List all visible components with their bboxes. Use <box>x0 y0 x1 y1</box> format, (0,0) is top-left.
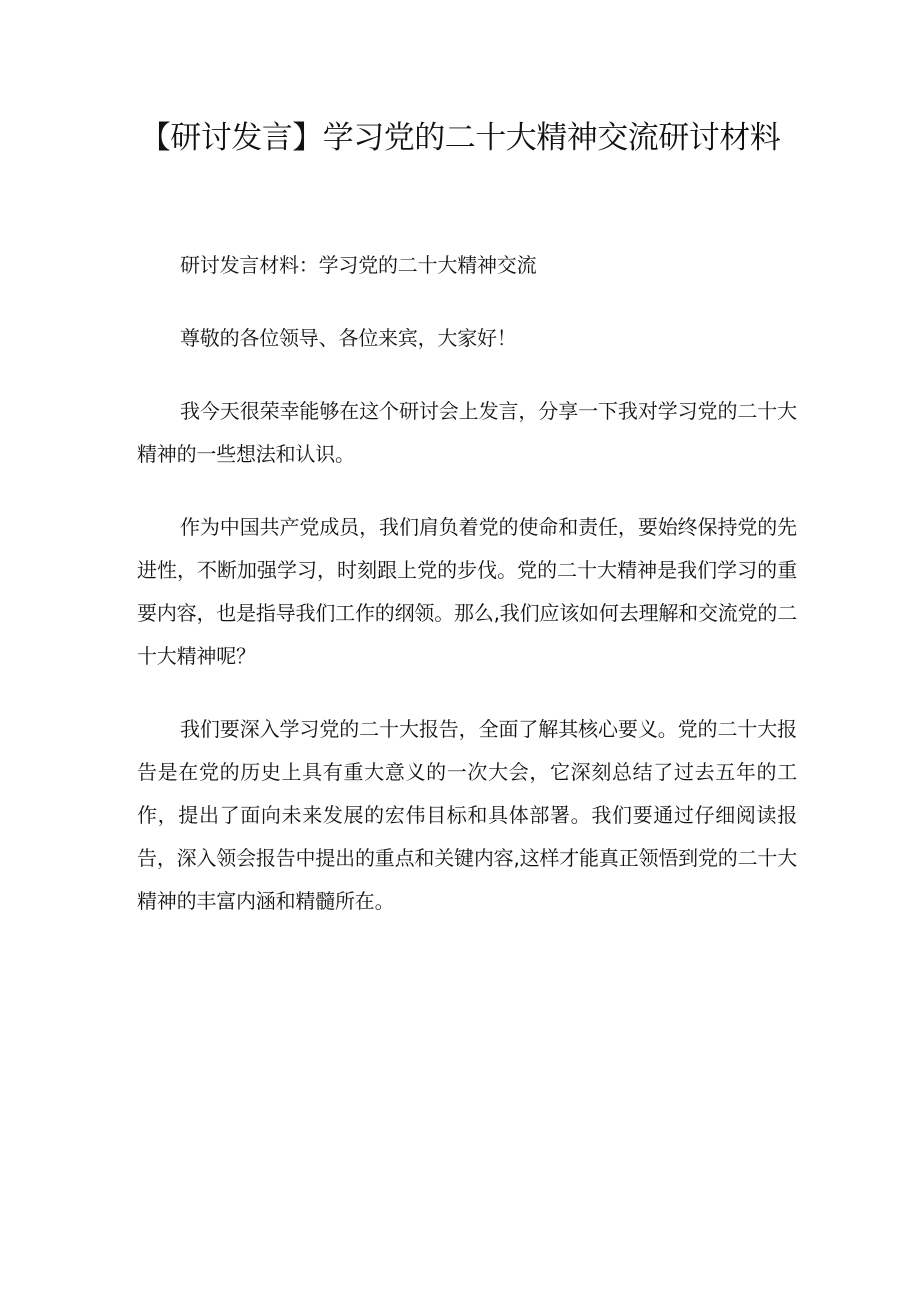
document-title: 【研讨发言】学习党的二十大精神交流研讨材料 <box>139 120 781 156</box>
paragraph-party-member: 作为中国共产党成员，我们肩负着党的使命和责任，要始终保持党的先进性，不断加强学习，时刻跟上党的步伐。党的二十大精神是我们学习的重要内容，也是指导我们工作的纲领。那么,我们应该如何去理解和交流党的二十大精神呢？ <box>137 515 797 668</box>
paragraph-greeting: 尊敬的各位领导、各位来宾，大家好！ <box>180 326 517 350</box>
paragraph-report-study: 我们要深入学习党的二十大报告，全面了解其核心要义。党的二十大报告是在党的历史上具有重大意义的一次大会，它深刻总结了过去五年的工作，提出了面向未来发展的宏伟目标和具体部署。我们要通过仔细阅读报告，深入领会报告中提出的重点和关键内容,这样才能真正领悟到党的二十大精神的丰富内涵和精髓所在。 <box>137 717 797 913</box>
paragraph-intro: 我今天很荣幸能够在这个研讨会上发言，分享一下我对学习党的二十大精神的一些想法和认识。 <box>137 399 797 466</box>
document-body <box>137 244 797 953</box>
paragraph-heading: 研讨发言材料：学习党的二十大精神交流 <box>180 253 537 277</box>
